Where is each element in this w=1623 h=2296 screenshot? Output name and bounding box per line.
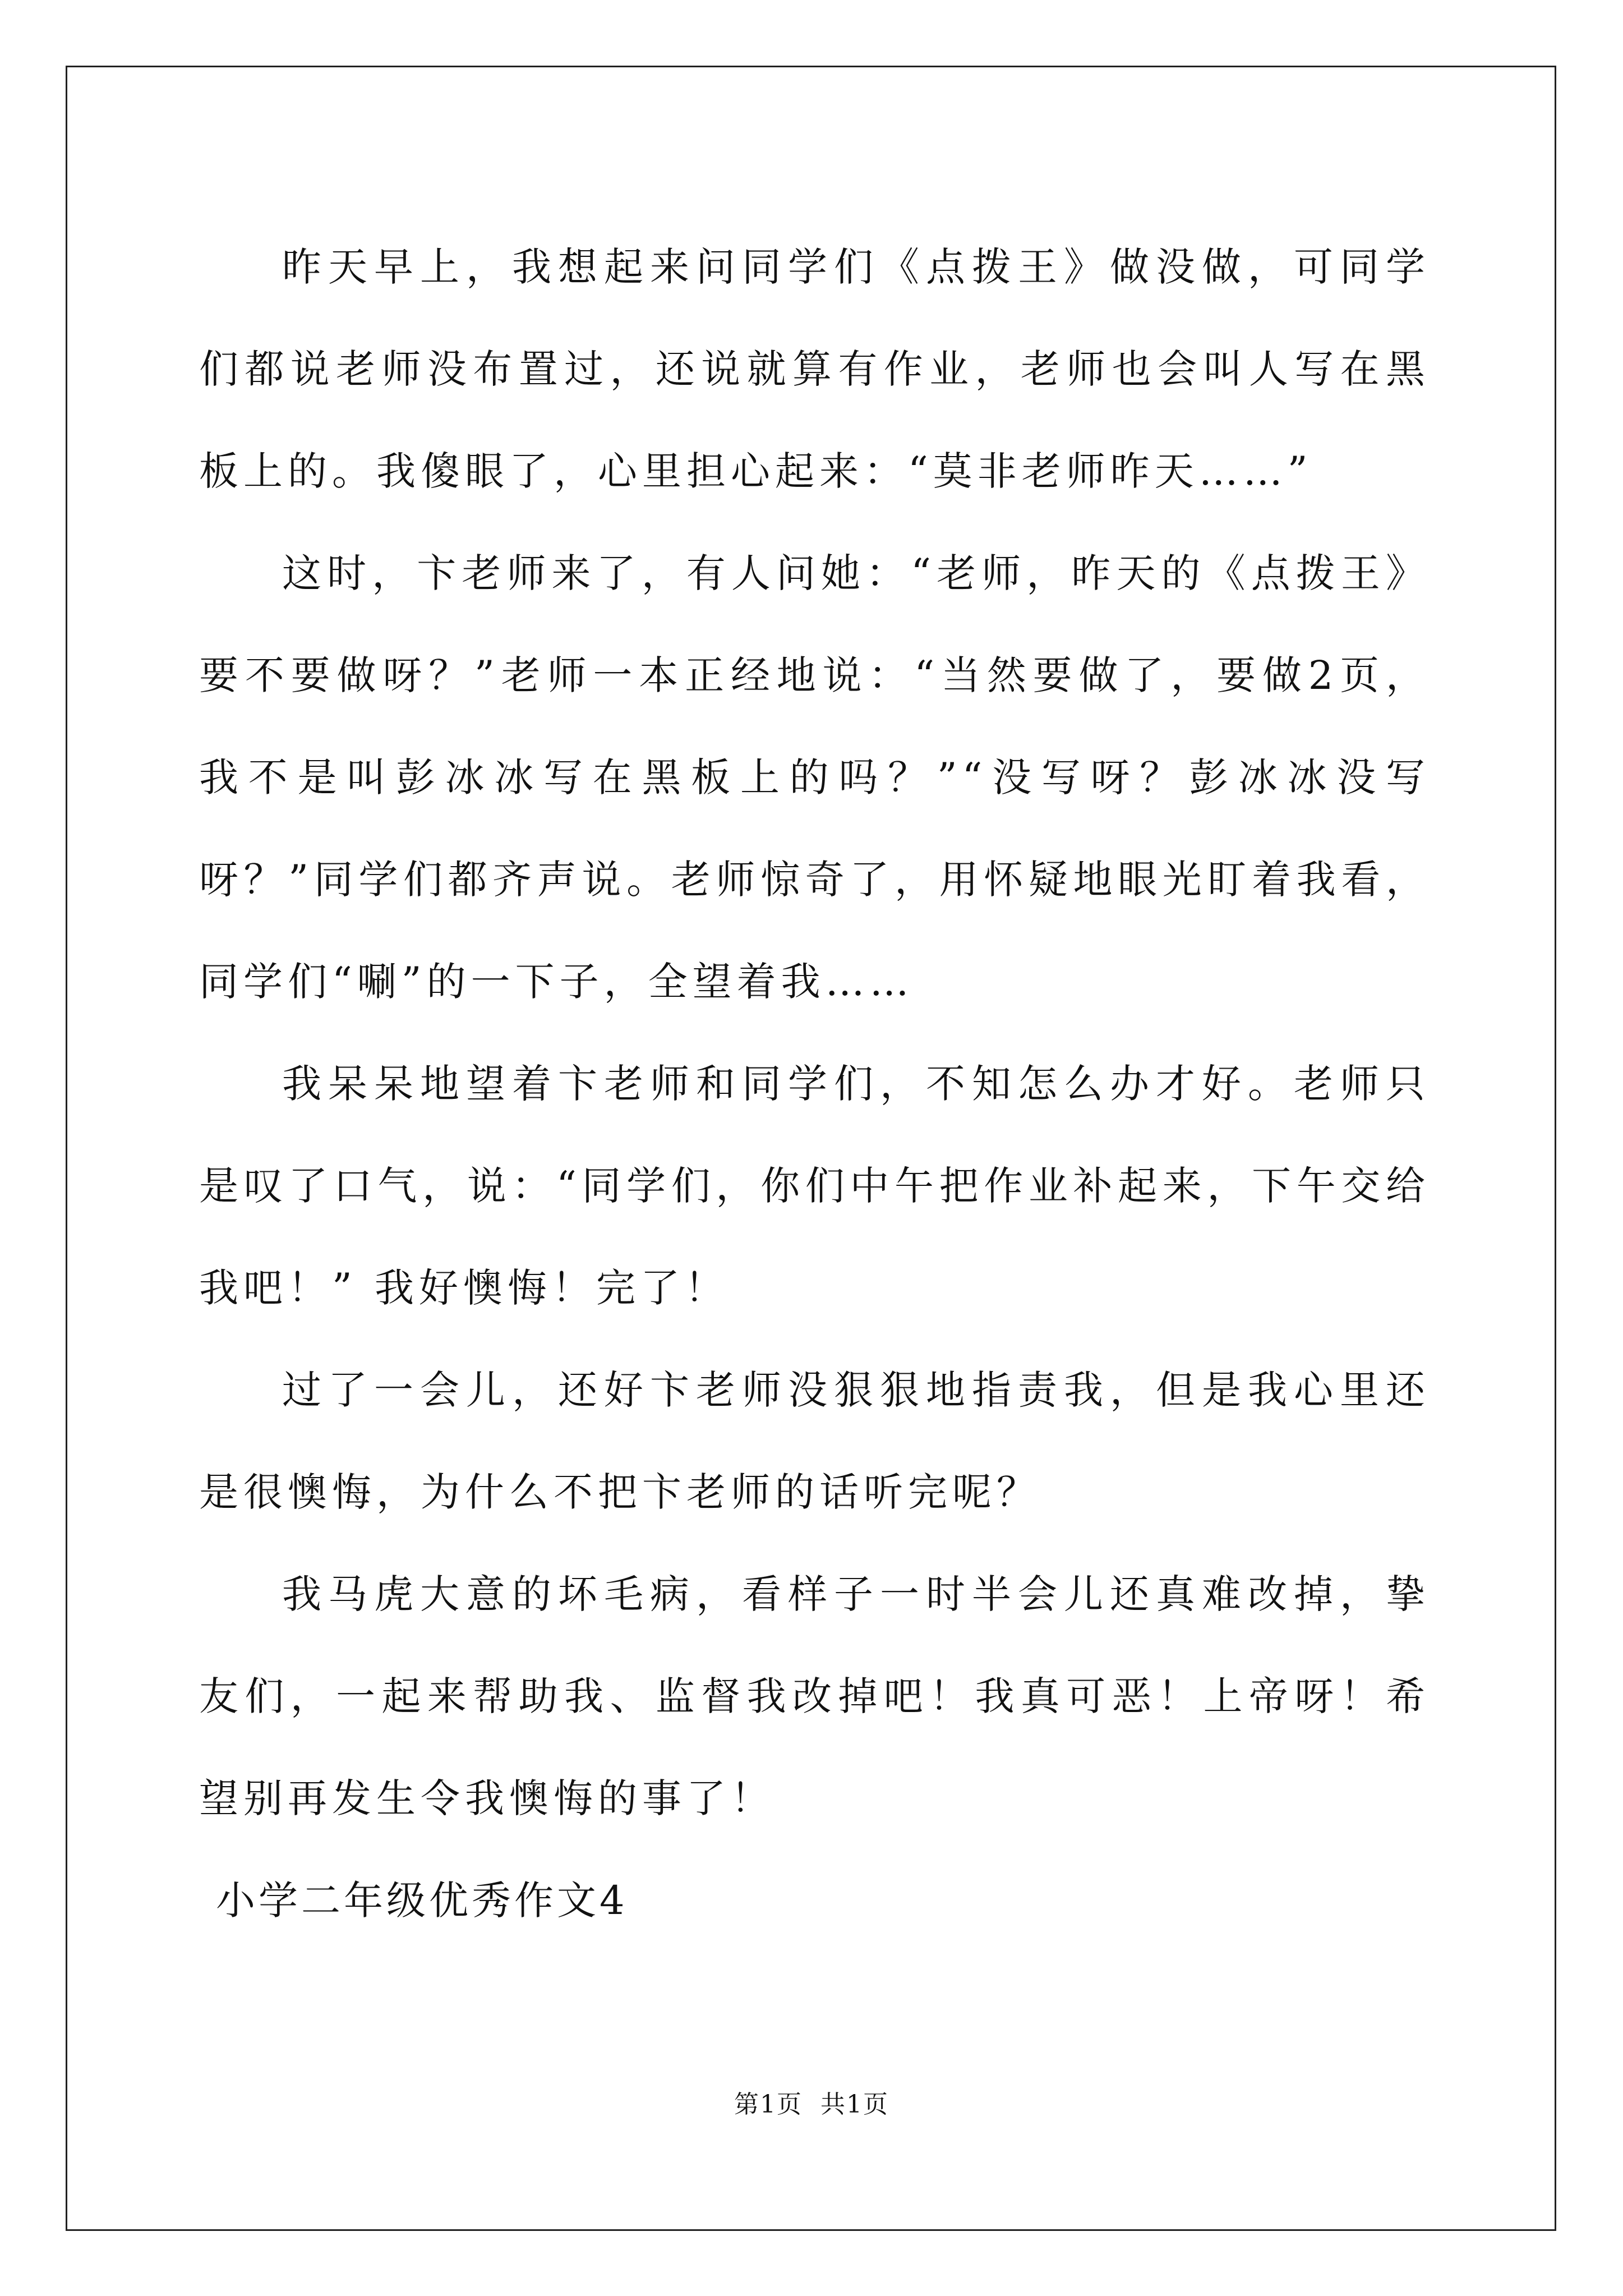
page-number-current: 第1页: [734, 2090, 803, 2119]
document-body: [199, 216, 1430, 1952]
paragraph-3: 我呆呆地望着卞老师和同学们，不知怎么办才好。老师只是叹了口气，说：“同学们，你们中午把作业补起来，下午交给我吧！” 我好懊悔！完了！: [199, 1061, 1430, 1311]
paragraph-5: 我马虎大意的坏毛病，看样子一时半会儿还真难改掉，挚友们，一起来帮助我、监督我改掉吧！我真可恶！上帝呀！希望别再发生令我懊悔的事了！: [199, 1571, 1430, 1821]
paragraph-2: 这时，卞老师来了，有人问她：“老师，昨天的《点拨王》要不要做呀？”老师一本正经地说：“当然要做了，要做2页，我不是叫彭冰冰写在黑板上的吗？”“没写呀？彭冰冰没写呀？”同学们都齐声说。老师惊奇了，用怀疑地眼光盯着我看，同学们“唰”的一下子，全望着我……: [199, 550, 1430, 1005]
paragraph-1: 昨天早上，我想起来问同学们《点拨王》做没做，可同学们都说老师没布置过，还说就算有作业，老师也会叫人写在黑板上的。我傻眼了，心里担心起来：“莫非老师昨天……”: [199, 244, 1430, 494]
page-number-total: 共1页: [820, 2090, 889, 2119]
section-title: 小学二年级优秀作文4: [216, 1878, 628, 1924]
page-footer: [0, 2088, 1623, 2122]
paragraph-4: 过了一会儿，还好卞老师没狠狠地指责我，但是我心里还是很懊悔，为什么不把卞老师的话听完呢？: [199, 1367, 1430, 1515]
